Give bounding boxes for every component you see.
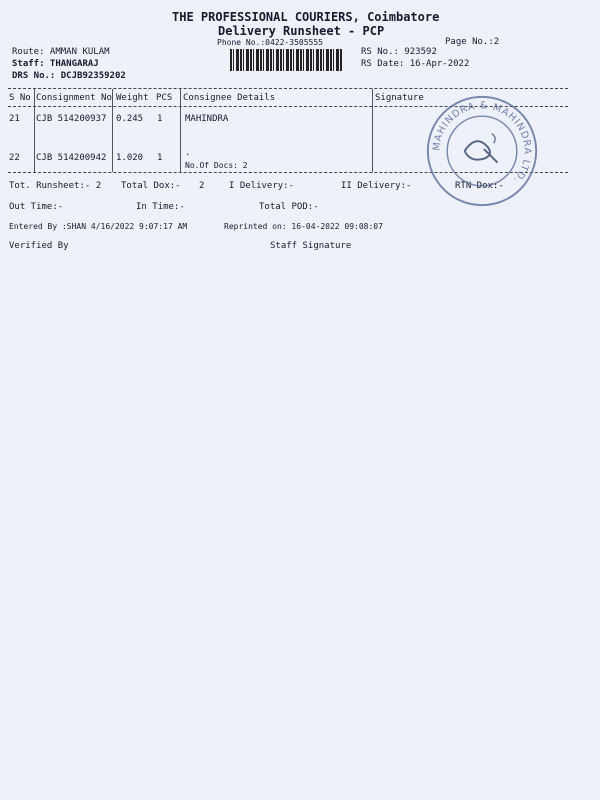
ii-delivery: II Delivery:- <box>341 181 412 191</box>
rtn-dox: RTN Dox:- <box>455 181 504 191</box>
runsheet-subtitle: Delivery Runsheet - PCP <box>218 24 385 38</box>
col-header-consignment: Consignment No <box>36 93 112 103</box>
table-row-pcs: 1 <box>157 153 163 163</box>
column-divider <box>180 89 181 172</box>
col-header-pcs: PCS <box>156 93 173 103</box>
verified-by: Verified By <box>9 241 69 251</box>
rs-number: RS No.: 923592 <box>361 47 437 57</box>
total-pod: Total POD:- <box>259 202 319 212</box>
column-divider <box>34 89 35 172</box>
table-row-sno: 21 <box>9 114 20 124</box>
column-divider <box>112 89 113 172</box>
svg-text:MAHINDRA & MAHINDRA LTD.: MAHINDRA & MAHINDRA LTD. <box>431 100 533 186</box>
table-row-pcs: 1 <box>157 114 163 124</box>
table-row-sno: 22 <box>9 153 20 163</box>
rs-date: RS Date: 16-Apr-2022 <box>361 59 470 69</box>
staff-label: Staff: THANGARAJ <box>12 59 99 69</box>
table-row-weight: 0.245 <box>116 114 144 124</box>
col-header-sno: S No <box>9 93 31 103</box>
table-row-consignment: CJB 514200937 <box>36 114 107 124</box>
table-row-consignment: CJB 514200942 <box>36 153 107 163</box>
reprinted-on: Reprinted on: 16-04-2022 09:08:07 <box>224 222 383 231</box>
company-title: THE PROFESSIONAL COURIERS, Coimbatore <box>172 10 440 24</box>
table-top-rule <box>8 88 568 89</box>
total-dox-label: Total Dox:- <box>121 181 181 191</box>
in-time: In Time:- <box>136 202 185 212</box>
company-stamp <box>424 93 540 209</box>
drs-number: DRS No.: DCJB92359202 <box>12 71 126 81</box>
table-row-details: . <box>185 148 191 158</box>
staff-signature: Staff Signature <box>270 241 352 251</box>
out-time: Out Time:- <box>9 202 64 212</box>
column-divider <box>372 89 373 172</box>
phone-number: Phone No.:0422-3505555 <box>217 38 323 47</box>
total-runsheet: Tot. Runsheet:- 2 <box>9 181 102 191</box>
route-label: Route: AMMAN KULAM <box>12 47 110 57</box>
barcode <box>230 49 343 71</box>
table-row-details: MAHINDRA <box>185 114 229 124</box>
col-header-consignee: Consignee Details <box>183 93 276 103</box>
col-header-weight: Weight <box>116 93 149 103</box>
page-number: Page No.:2 <box>445 37 500 47</box>
table-row-weight: 1.020 <box>116 153 144 163</box>
i-delivery: I Delivery:- <box>229 181 295 191</box>
entered-by: Entered By :SHAN 4/16/2022 9:07:17 AM <box>9 222 188 231</box>
total-dox-value: 2 <box>199 181 205 191</box>
col-header-signature: Signature <box>375 93 424 103</box>
table-row-doc-count: No.Of Docs: 2 <box>185 161 248 170</box>
